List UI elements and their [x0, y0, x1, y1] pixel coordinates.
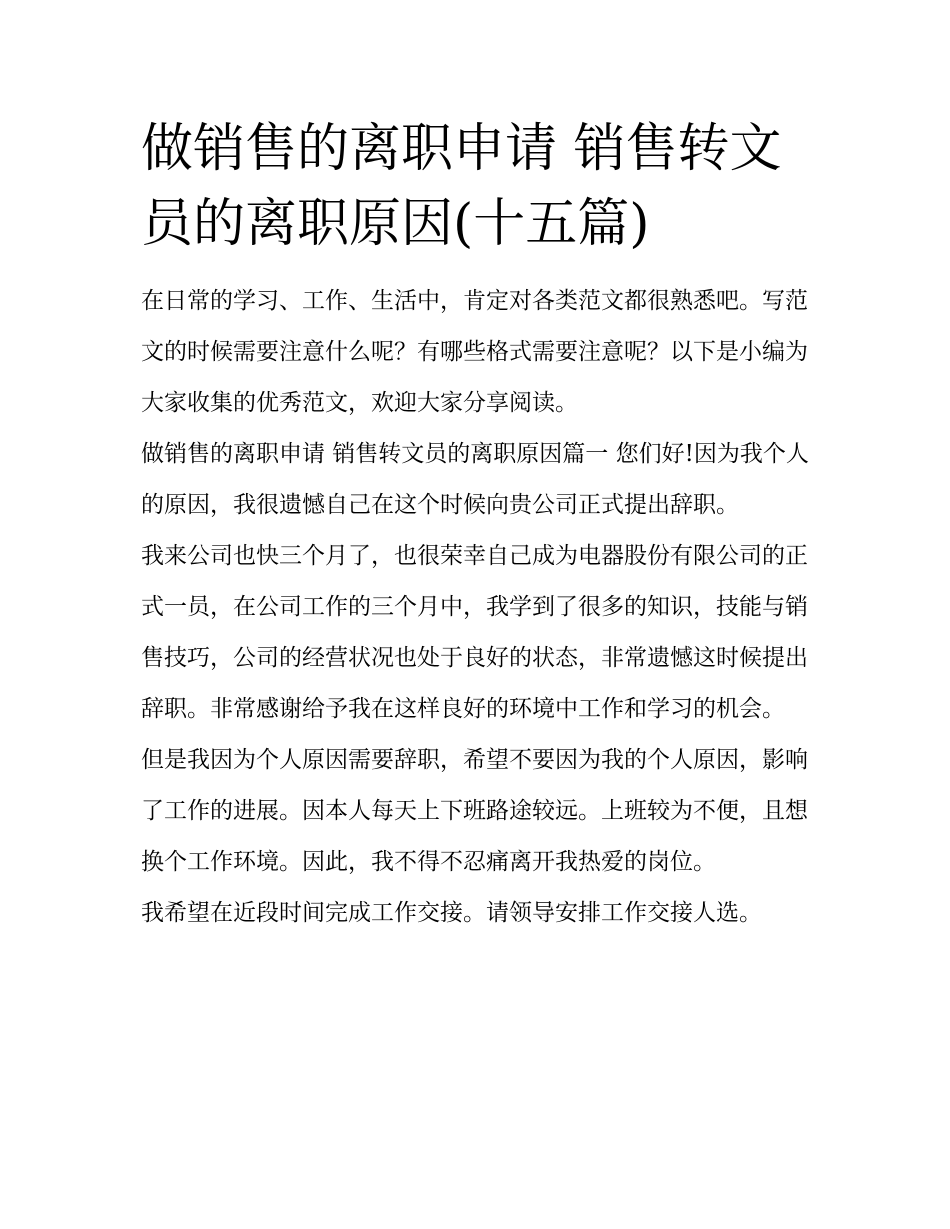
paragraph-handover: 我希望在近段时间完成工作交接。请领导安排工作交接人选。: [141, 900, 762, 926]
paragraph-intro: 在日常的学习、工作、生活中，肯定对各类范文都很熟悉吧。写范文的时候需要注意什么呢？有哪些格式需要注意呢？以下是小编为大家收集的优秀范文，欢迎大家分享阅读。: [141, 288, 808, 416]
document-title: 做销售的离职申请 销售转文员的离职原因(十五篇): [141, 119, 782, 254]
paragraph-resignation-reason: 但是我因为个人原因需要辞职，希望不要因为我的个人原因，影响了工作的进展。因本人每天上下班路途较远。上班较为不便，且想换个工作环境。因此，我不得不忍痛离开我热爱的岗位。: [141, 747, 808, 875]
paragraph-letter-opening: 做销售的离职申请 销售转文员的离职原因篇一 您们好!因为我个人的原因，我很遗憾自己在这个时候向贵公司正式提出辞职。: [141, 441, 809, 518]
document-body: [141, 276, 816, 939]
paragraph-work-experience: 我来公司也快三个月了，也很荣幸自己成为电器股份有限公司的正式一员，在公司工作的三个月中，我学到了很多的知识，技能与销售技巧，公司的经营状况也处于良好的状态，非常遗憾这时候提出辞职。非常感谢给予我在这样良好的环境中工作和学习的机会。: [141, 543, 808, 722]
